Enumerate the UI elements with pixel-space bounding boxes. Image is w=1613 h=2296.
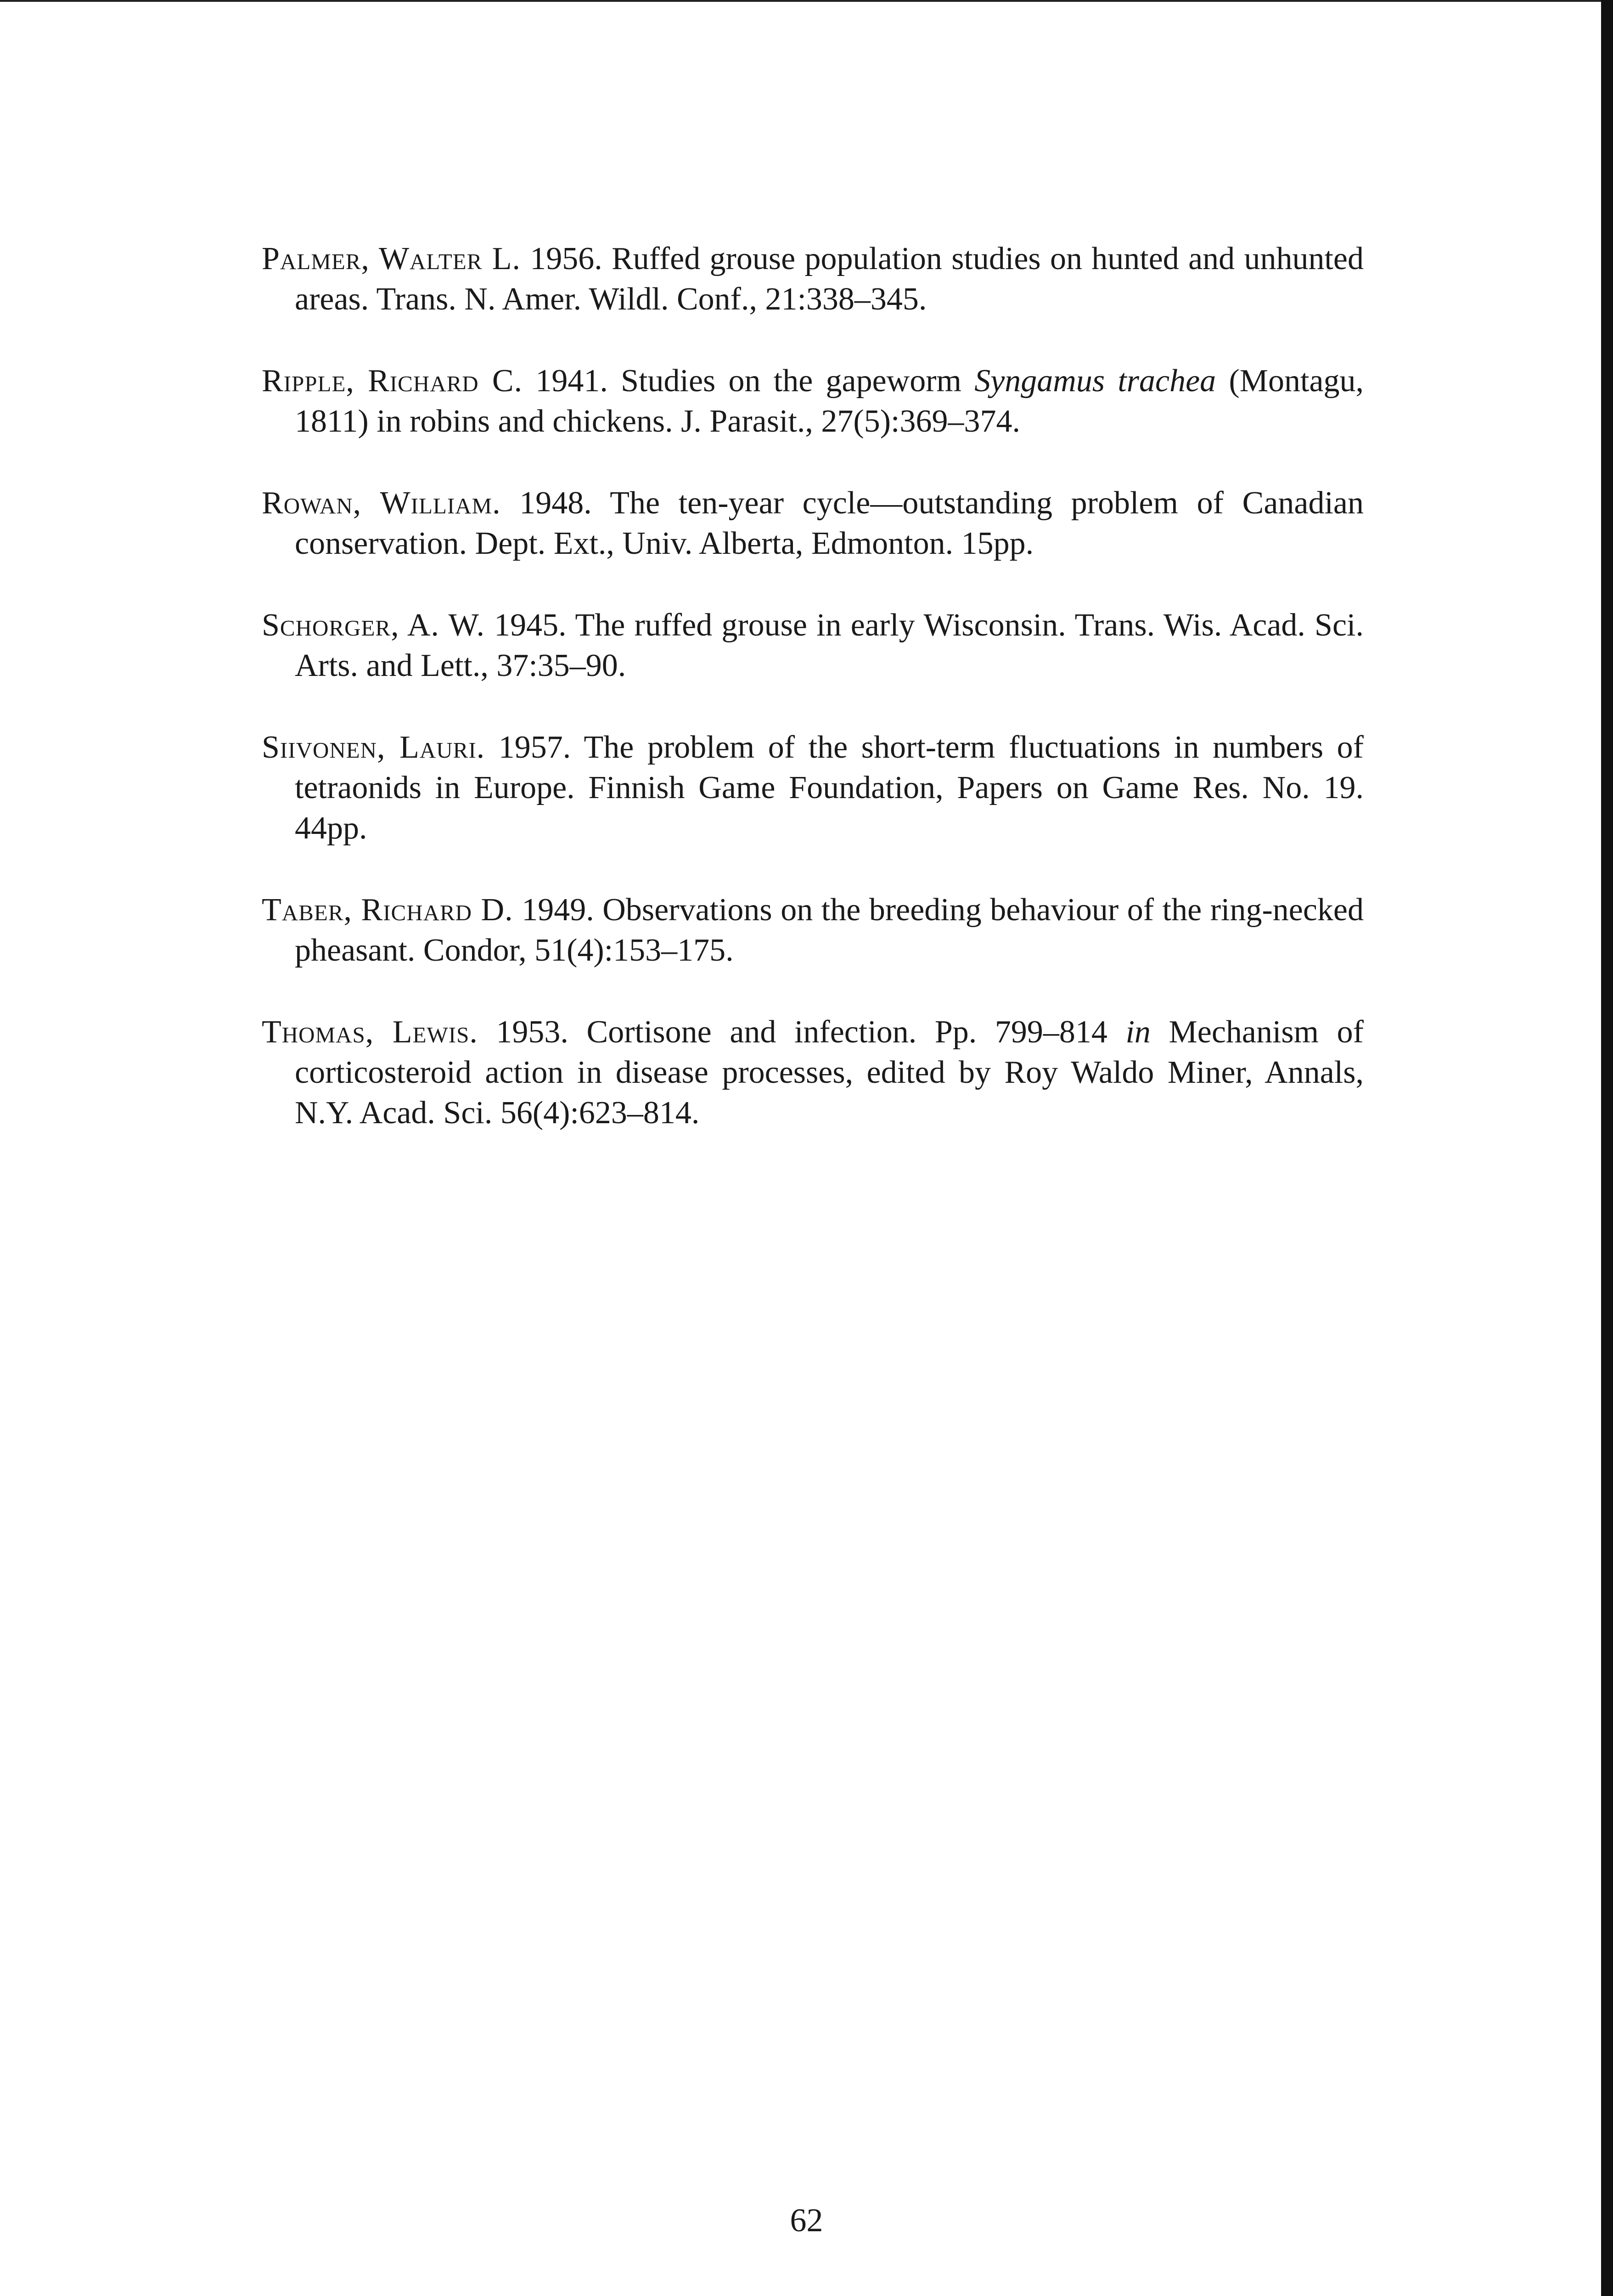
reference-text: 1941. Studies on the gapeworm bbox=[523, 363, 975, 399]
reference-author: Schorger, A. W. bbox=[262, 608, 485, 643]
reference-author: Siivonen, Lauri. bbox=[262, 730, 485, 765]
reference-siivonen bbox=[262, 727, 1364, 849]
reference-author: Thomas, Lewis. bbox=[262, 1014, 478, 1050]
reference-author: Taber, Richard D. bbox=[262, 892, 513, 928]
scan-edge-top bbox=[0, 0, 1613, 2]
reference-taber bbox=[262, 890, 1364, 971]
reference-author: Rowan, William. bbox=[262, 485, 501, 521]
reference-text: 1945. The ruffed grouse in early Wisconsin. Trans. Wis. Acad. Sci. Arts. and Lett., 37:35–90. bbox=[295, 608, 1364, 683]
reference-text: 1949. Observations on the breeding behaviour of the ring-necked pheasant. Condor, 51(4):153–175. bbox=[295, 892, 1364, 968]
reference-author: Palmer, Walter L. bbox=[262, 241, 521, 276]
scan-edge-right bbox=[1601, 0, 1613, 2296]
reference-palmer bbox=[262, 239, 1364, 320]
reference-text: (Montagu, 1811) in robins and chickens. J. Parasit., 27(5):369–374. bbox=[295, 363, 1364, 439]
reference-ripple bbox=[262, 361, 1364, 442]
page-number: 62 bbox=[790, 2202, 823, 2239]
reference-author: Ripple, Richard C. bbox=[262, 363, 523, 399]
reference-schorger bbox=[262, 605, 1364, 686]
reference-species-name: Syngamus trachea bbox=[974, 363, 1216, 399]
reference-rowan bbox=[262, 483, 1364, 564]
reference-text: 1953. Cortisone and infection. Pp. 799–814 bbox=[478, 1014, 1126, 1050]
reference-text: 1956. Ruffed grouse population studies on hunted and unhunted areas. Trans. N. Amer. Wildl. Conf., 21:338–345. bbox=[295, 241, 1364, 317]
reference-list bbox=[262, 239, 1364, 1175]
reference-text: Mechanism of corticosteroid action in disease processes, edited by Roy Waldo Miner, Annals, N.Y. Acad. Sci. 56(4):623–814. bbox=[295, 1014, 1364, 1131]
reference-thomas bbox=[262, 1012, 1364, 1133]
reference-italic-word: in bbox=[1125, 1014, 1151, 1050]
reference-text: 1948. The ten-year cycle—outstanding problem of Canadian conservation. Dept. Ext., Univ. Alberta, Edmonton. 15pp. bbox=[295, 485, 1364, 561]
reference-text: 1957. The problem of the short-term fluctuations in numbers of tetraonids in Europe. Finnish Game Foundation, Papers on Game Res. No. 19. 44pp. bbox=[295, 730, 1364, 846]
